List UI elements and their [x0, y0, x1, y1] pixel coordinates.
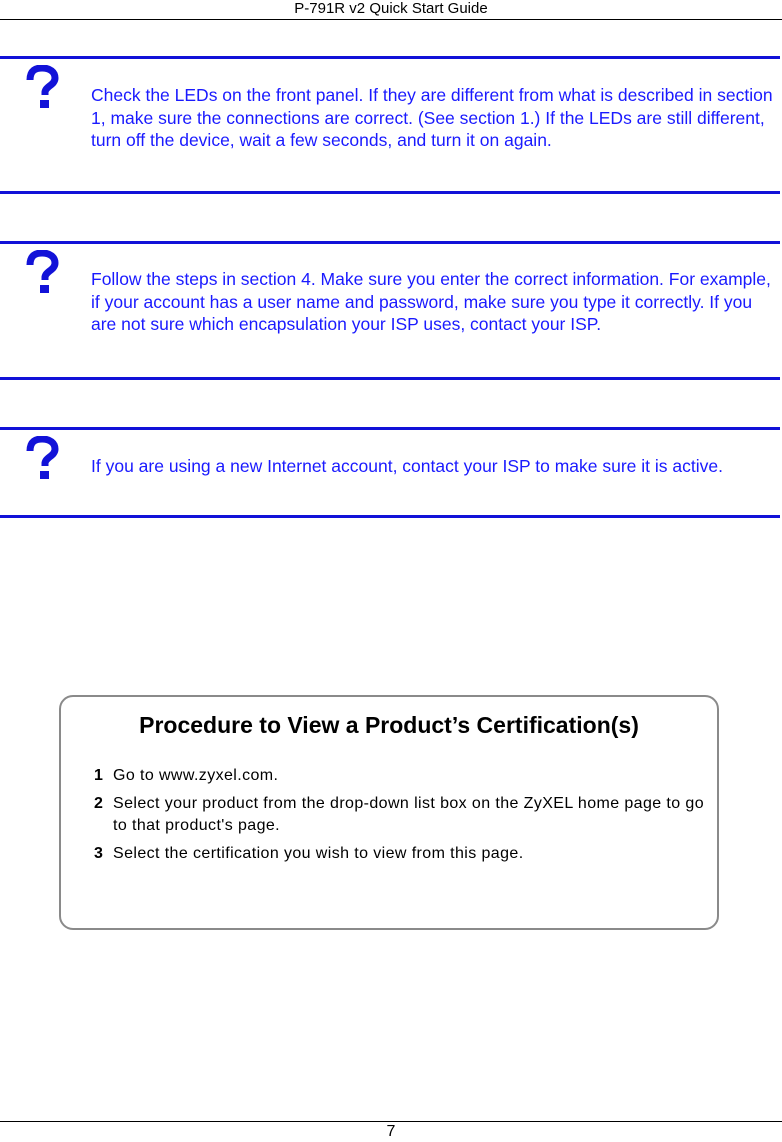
- step-number: 1: [94, 767, 104, 784]
- certification-procedure-box: [59, 695, 719, 930]
- step-text: Select your product from the drop-down list box on the ZyXEL home page to go to that product's page.: [113, 795, 705, 834]
- certification-title: Procedure to View a Product’s Certification(s): [139, 712, 639, 738]
- question-mark-icon: [22, 436, 62, 480]
- step-item: [91, 843, 706, 865]
- step-number: 2: [94, 795, 104, 812]
- page-header: [0, 0, 782, 20]
- question-mark-icon: [22, 250, 62, 294]
- question-mark-icon: [22, 65, 62, 109]
- step-item: [91, 765, 706, 787]
- troubleshooting-tip: [0, 241, 780, 380]
- troubleshooting-tip: [0, 56, 780, 194]
- troubleshooting-tip: [0, 427, 780, 518]
- step-text: Go to www.zyxel.com.: [113, 767, 279, 784]
- certification-steps: [91, 765, 706, 871]
- tip-text: If you are using a new Internet account, contact your ISP to make sure it is active.: [91, 456, 723, 476]
- tip-text: Check the LEDs on the front panel. If they are different from what is described in section 1, make sure the connections are correct. (See section 1.) If the LEDs are still different, turn off the device, wait a few seconds, and turn it on again.: [91, 85, 773, 150]
- page-number: 7: [386, 1123, 396, 1140]
- step-number: 3: [94, 845, 104, 862]
- step-text: Select the certification you wish to view from this page.: [113, 845, 524, 862]
- header-title: P-791R v2 Quick Start Guide: [294, 0, 488, 17]
- step-item: [91, 793, 706, 837]
- tip-text: Follow the steps in section 4. Make sure you enter the correct information. For example, if your account has a user name and password, make sure you type it correctly. If you are not sure which encapsulation your ISP uses, contact your ISP.: [91, 269, 771, 334]
- page-footer: [0, 1121, 782, 1142]
